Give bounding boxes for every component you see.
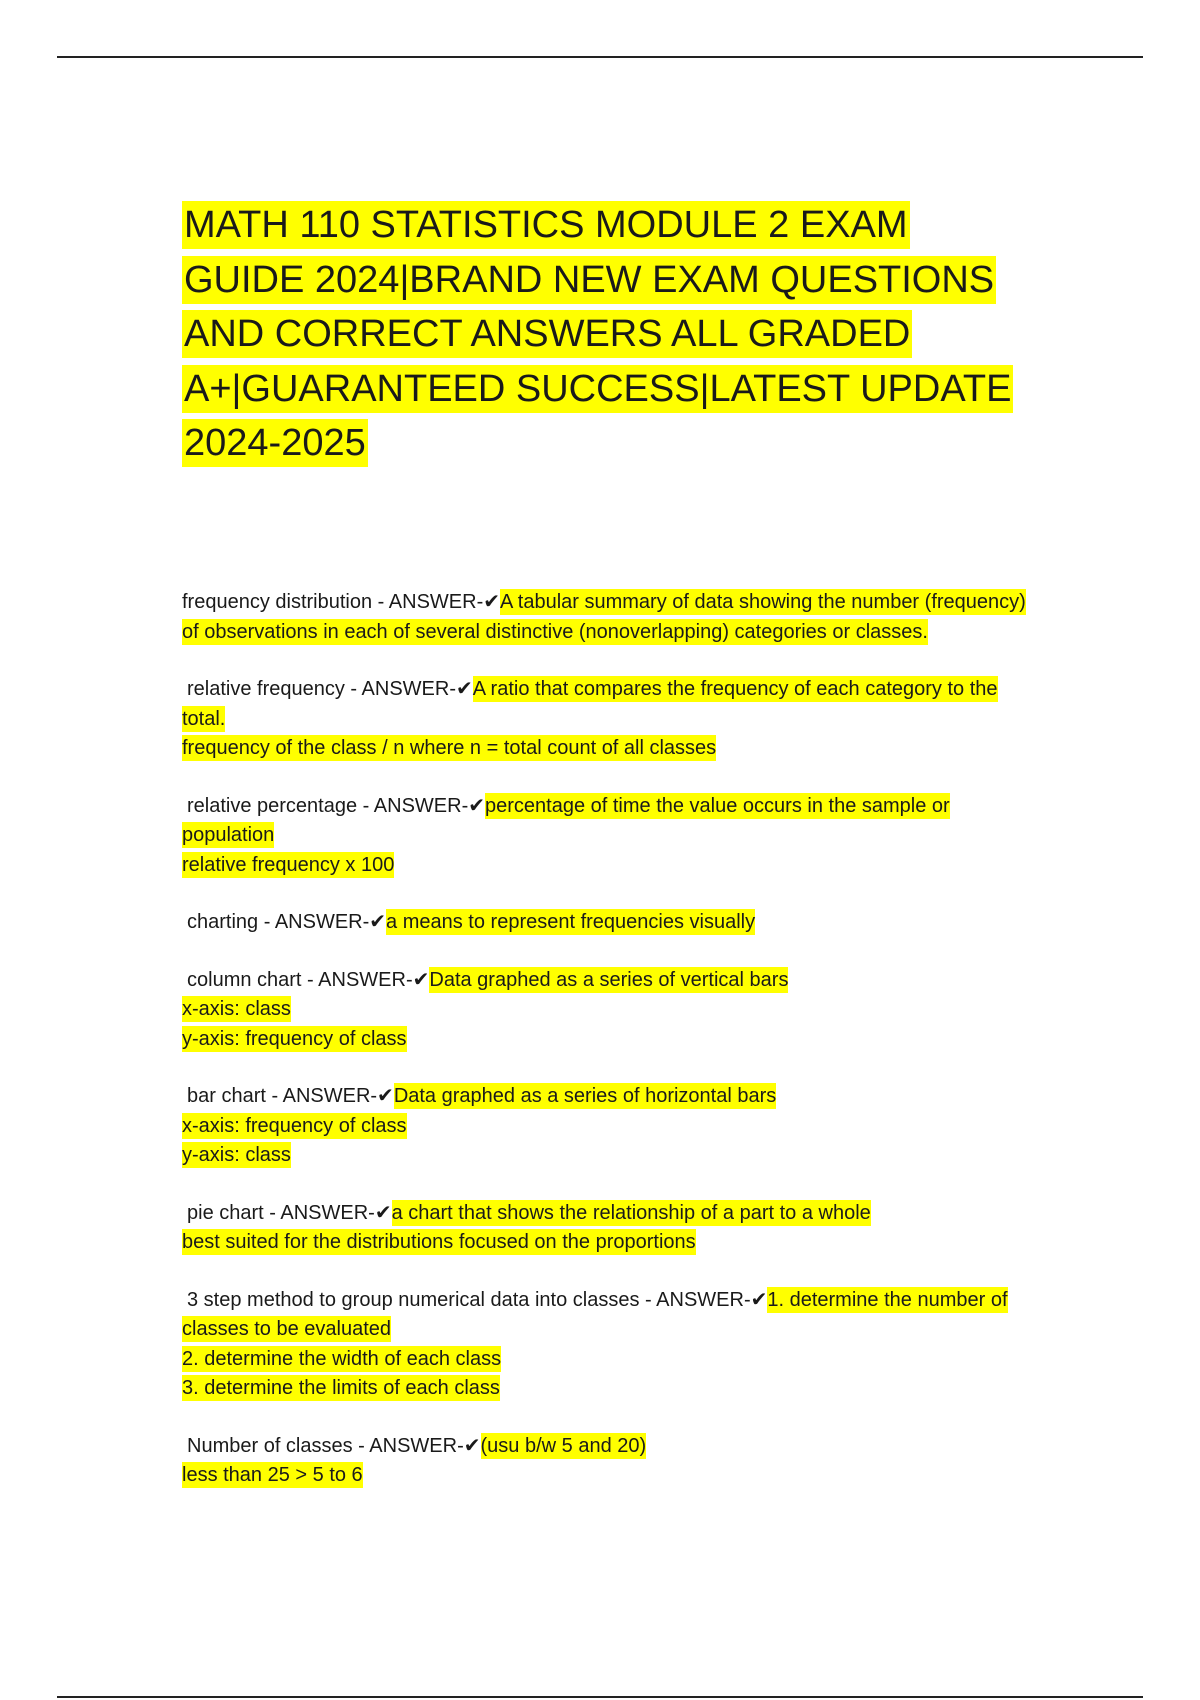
qa-answer-line [182,1461,1042,1491]
qa-term: pie chart [187,1201,264,1224]
qa-answer-line-text: y-axis: frequency of class [182,1027,407,1050]
qa-answer-line-text: y-axis: class [182,1144,291,1166]
bottom-rule [57,1696,1143,1698]
document-title-text: MATH 110 STATISTICS MODULE 2 EXAM GUIDE 2024|BRAND NEW EXAM QUESTIONS AND CORRECT ANSWERS ALL GRADED A+|GUARANTEED SUCCESS|LATEST UPDATE 2024-2025 [182,201,1013,467]
qa-answer-line-text: relative frequency x 100 [182,853,395,876]
qa-separator: - ANSWER-✔ [301,968,430,991]
qa-answer: a chart that shows the relationship of a part to a whole [391,1201,871,1224]
qa-item-number-of-classes [182,1432,1042,1491]
qa-term: column chart [187,968,302,991]
qa-item-3-step-method [182,1286,1042,1404]
qa-term: relative percentage [187,794,358,817]
qa-item-relative-frequency [182,675,1042,764]
qa-term: bar chart [187,1085,266,1107]
qa-item-frequency-distribution [182,588,1042,647]
qa-item-column-chart [182,966,1042,1055]
qa-answer: A ratio that compares the frequency of each category to the total. [182,678,998,730]
qa-item-charting [182,908,1042,938]
top-rule [57,56,1143,58]
qa-answer: Data graphed as a series of horizontal bars [393,1085,777,1107]
qa-answer-line [182,1025,1042,1055]
qa-term: relative frequency [187,678,345,700]
qa-term: Number of classes [187,1434,353,1457]
qa-term: 3 step method to group numerical data into classes [187,1288,640,1311]
qa-item-relative-percentage [182,792,1042,881]
document-title [182,198,1022,471]
qa-answer: (usu b/w 5 and 20) [480,1434,647,1457]
qa-separator: - ANSWER-✔ [352,1434,481,1457]
qa-answer-line-text: less than 25 > 5 to 6 [182,1464,363,1486]
qa-answer: A tabular summary of data showing the number (frequency) of observations in each of several distinctive (nonoverlapping) categories or classes. [182,591,1026,643]
qa-answer-line-text: 3. determine the limits of each class [182,1377,500,1399]
qa-answer-line-text: 2. determine the width of each class [182,1347,502,1370]
qa-answer-line [182,1112,1042,1142]
qa-answer-line [182,851,1042,881]
qa-separator: - ANSWER-✔ [258,911,387,933]
qa-term: frequency distribution [182,591,373,613]
qa-answer: percentage of time the value occurs in the sample or population [182,794,950,846]
qa-separator: - ANSWER-✔ [263,1201,392,1224]
qa-separator: - ANSWER-✔ [265,1085,394,1107]
qa-answer-line-text: x-axis: class [182,998,291,1020]
qa-answer-line [182,734,1042,764]
qa-answer: a means to represent frequencies visually [386,911,756,933]
qa-answer-line-text: frequency of the class / n where n = total count of all classes [182,737,717,759]
qa-term: charting [187,911,259,933]
qa-item-bar-chart [182,1082,1042,1171]
qa-answer: Data graphed as a series of vertical bars [429,968,789,991]
qa-answer-line [182,995,1042,1025]
qa-answer-line [182,1374,1042,1404]
qa-answer-line-text: x-axis: frequency of class [182,1114,407,1137]
qa-answer-line [182,1141,1042,1171]
qa-item-pie-chart [182,1199,1042,1258]
qa-separator: - ANSWER-✔ [372,591,500,613]
qa-answer-line-text: best suited for the distributions focused on the proportions [182,1231,696,1253]
qa-separator: - ANSWER-✔ [639,1288,768,1311]
qa-answer-line [182,1345,1042,1375]
qa-answer-line [182,1228,1042,1258]
qa-list [182,588,1042,1519]
qa-separator: - ANSWER-✔ [357,794,485,817]
qa-separator: - ANSWER-✔ [344,678,473,700]
qa-answer: 1. determine the number of classes to be evaluated [182,1288,1008,1340]
